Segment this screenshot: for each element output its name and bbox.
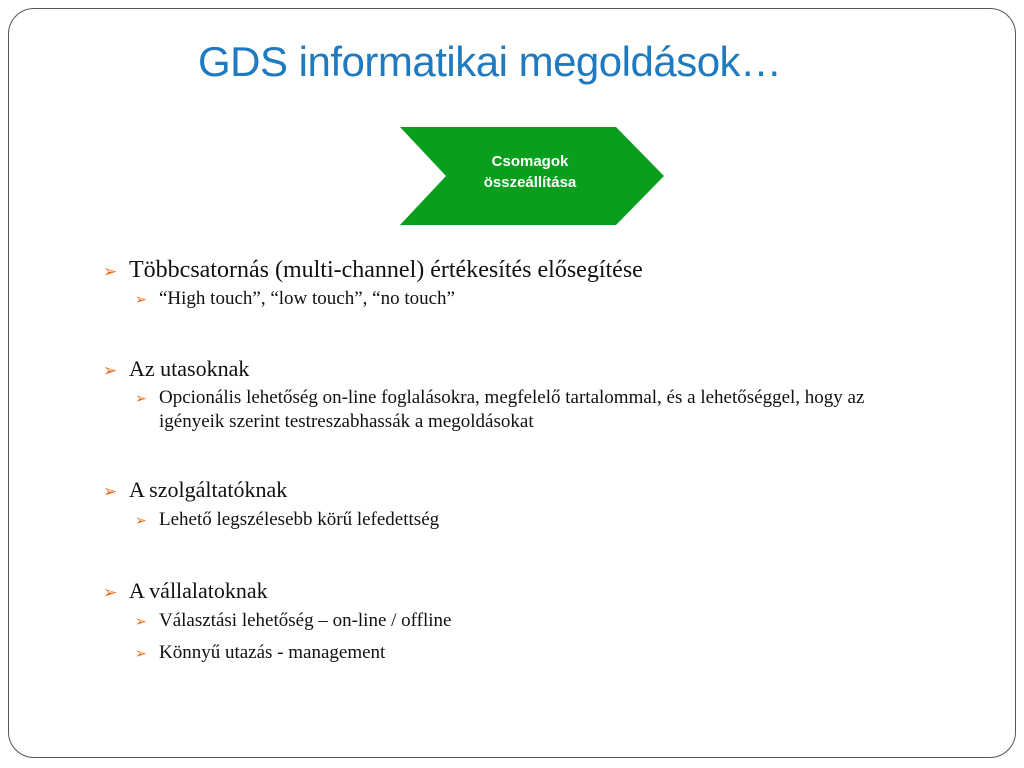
bullet-text: Az utasoknak [129,356,250,381]
bullet-text: Opcionális lehetőség on-line foglalásokra, megfelelő tartalommal, és a lehetőséggel, hogy az igényeik szerint testreszabhassák a megoldásokat [159,387,865,432]
bullet-arrow-icon: ➢ [135,614,147,630]
bullet-arrow-icon: ➢ [135,391,147,407]
slide-title: GDS informatikai megoldások… [198,38,782,85]
bullet-text: Lehető legszélesebb körű lefedettség [159,509,440,530]
bullet-text: Választási lehetőség – on-line / offline [159,610,452,631]
bullet-text: “High touch”, “low touch”, “no touch” [159,288,455,309]
bullet-text: Többcsatornás (multi-channel) értékesítés elősegítése [129,257,643,283]
chevron-label: Csomagok összeállítása [483,153,577,191]
bullet-text: A vállalatoknak [129,578,268,603]
bullet-arrow-icon: ➢ [135,292,147,308]
bullet-arrow-icon: ➢ [135,646,147,662]
bullet-arrow-icon: ➢ [103,583,118,603]
bullet-arrow-icon: ➢ [103,482,118,502]
process-chevron [400,127,664,225]
bullet-arrow-icon: ➢ [103,262,118,282]
bullet-text: Könnyű utazás - management [159,642,386,663]
bullet-arrow-icon: ➢ [135,513,147,529]
bullet-text: A szolgáltatóknak [129,477,288,502]
bullet-arrow-icon: ➢ [103,361,118,381]
